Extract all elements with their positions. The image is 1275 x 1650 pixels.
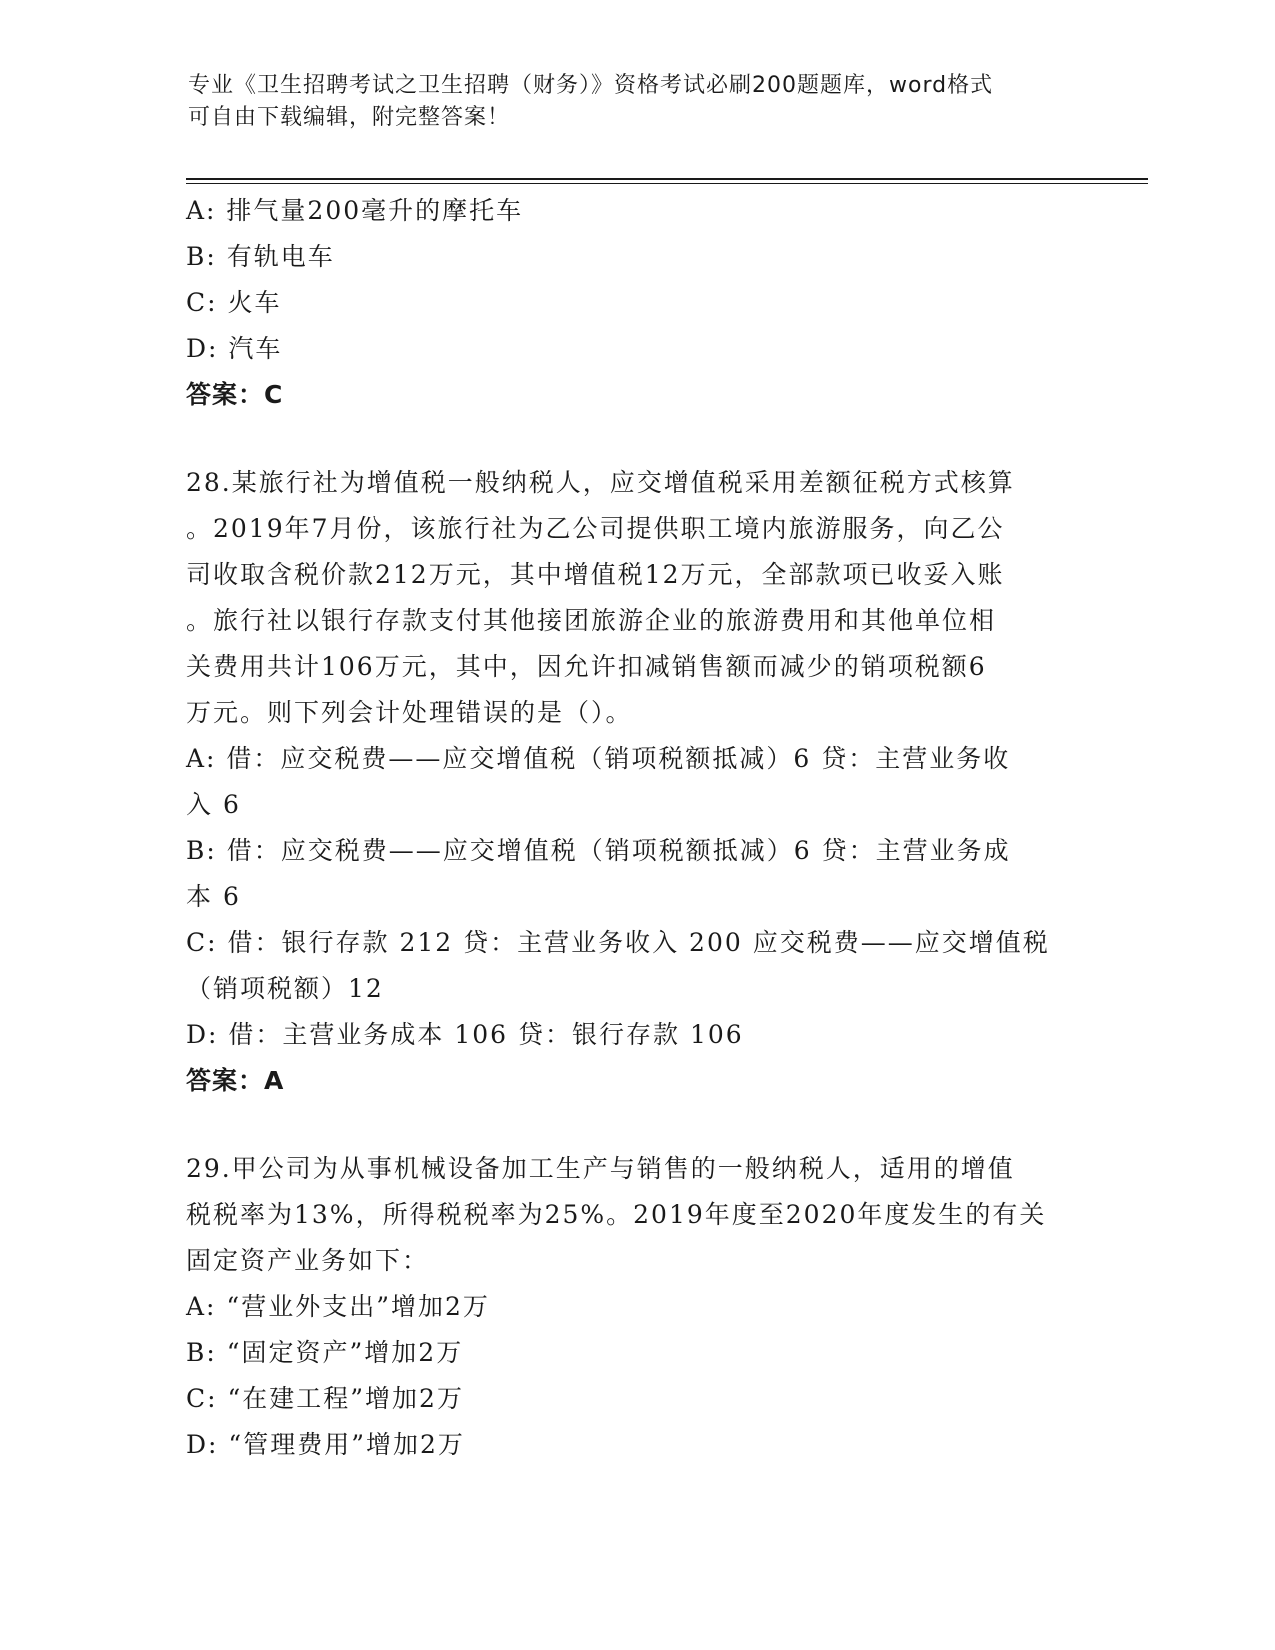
question-stem-line: 万元。则下列会计处理错误的是（）。 [186,698,633,727]
option-b: B: “固定资产”增加2万 [186,1338,464,1367]
header-line: 专业《卫生招聘考试之卫生招聘（财务）》资格考试必刷200题题库，word格式 [188,73,994,98]
option-d: D: 汽车 [186,334,283,363]
question-27 [186,188,1086,418]
page-header [188,70,1068,134]
question-stem-line: 。2019年7月份，该旅行社为乙公司提供职工境内旅游服务，向乙公 [186,514,1005,543]
question-28 [186,460,1086,1104]
option-d: D: “管理费用”增加2万 [186,1430,465,1459]
option-a: A: 借：应交税费——应交增值税（销项税额抵减）6 贷：主营业务收 [186,744,1011,773]
question-stem-line: 29.甲公司为从事机械设备加工生产与销售的一般纳税人，适用的增值 [186,1154,1015,1183]
option-c: C: “在建工程”增加2万 [186,1384,464,1413]
spacer [186,1104,1086,1146]
option-b: B: 有轨电车 [186,242,335,271]
spacer [186,418,1086,460]
answer-line: 答案：C [186,380,284,409]
option-b: B: 借：应交税费——应交增值税（销项税额抵减）6 贷：主营业务成 [186,836,1011,865]
answer-line: 答案：A [186,1066,285,1095]
option-a: A: 排气量200毫升的摩托车 [186,196,524,225]
header-divider-thin [186,183,1148,184]
header-line: 可自由下载编辑，附完整答案！ [188,105,511,130]
question-stem-line: 固定资产业务如下： [186,1246,430,1275]
question-stem-line: 28.某旅行社为增值税一般纳税人，应交增值税采用差额征税方式核算 [186,468,1015,497]
option-d: D: 借：主营业务成本 106 贷：银行存款 106 [186,1020,744,1049]
question-stem-line: 。旅行社以银行存款支付其他接团旅游企业的旅游费用和其他单位相 [186,606,997,635]
option-c: C: 火车 [186,288,282,317]
option-c: C: 借：银行存款 212 贷：主营业务收入 200 应交税费——应交增值税 [186,928,1050,957]
question-stem-line: 关费用共计106万元，其中，因允许扣减销售额而减少的销项税额6 [186,652,987,681]
question-stem-line: 税税率为13%，所得税税率为25%。2019年度至2020年度发生的有关 [186,1200,1047,1229]
question-29 [186,1146,1086,1468]
option-c-continued: （销项税额）12 [186,974,384,1003]
option-a-continued: 入 6 [186,790,241,819]
option-b-continued: 本 6 [186,882,241,911]
option-a: A: “营业外支出”增加2万 [186,1292,490,1321]
header-divider-thick [186,178,1148,180]
question-stem-line: 司收取含税价款212万元，其中增值税12万元，全部款项已收妥入账 [186,560,1005,589]
document-body [186,188,1086,1468]
